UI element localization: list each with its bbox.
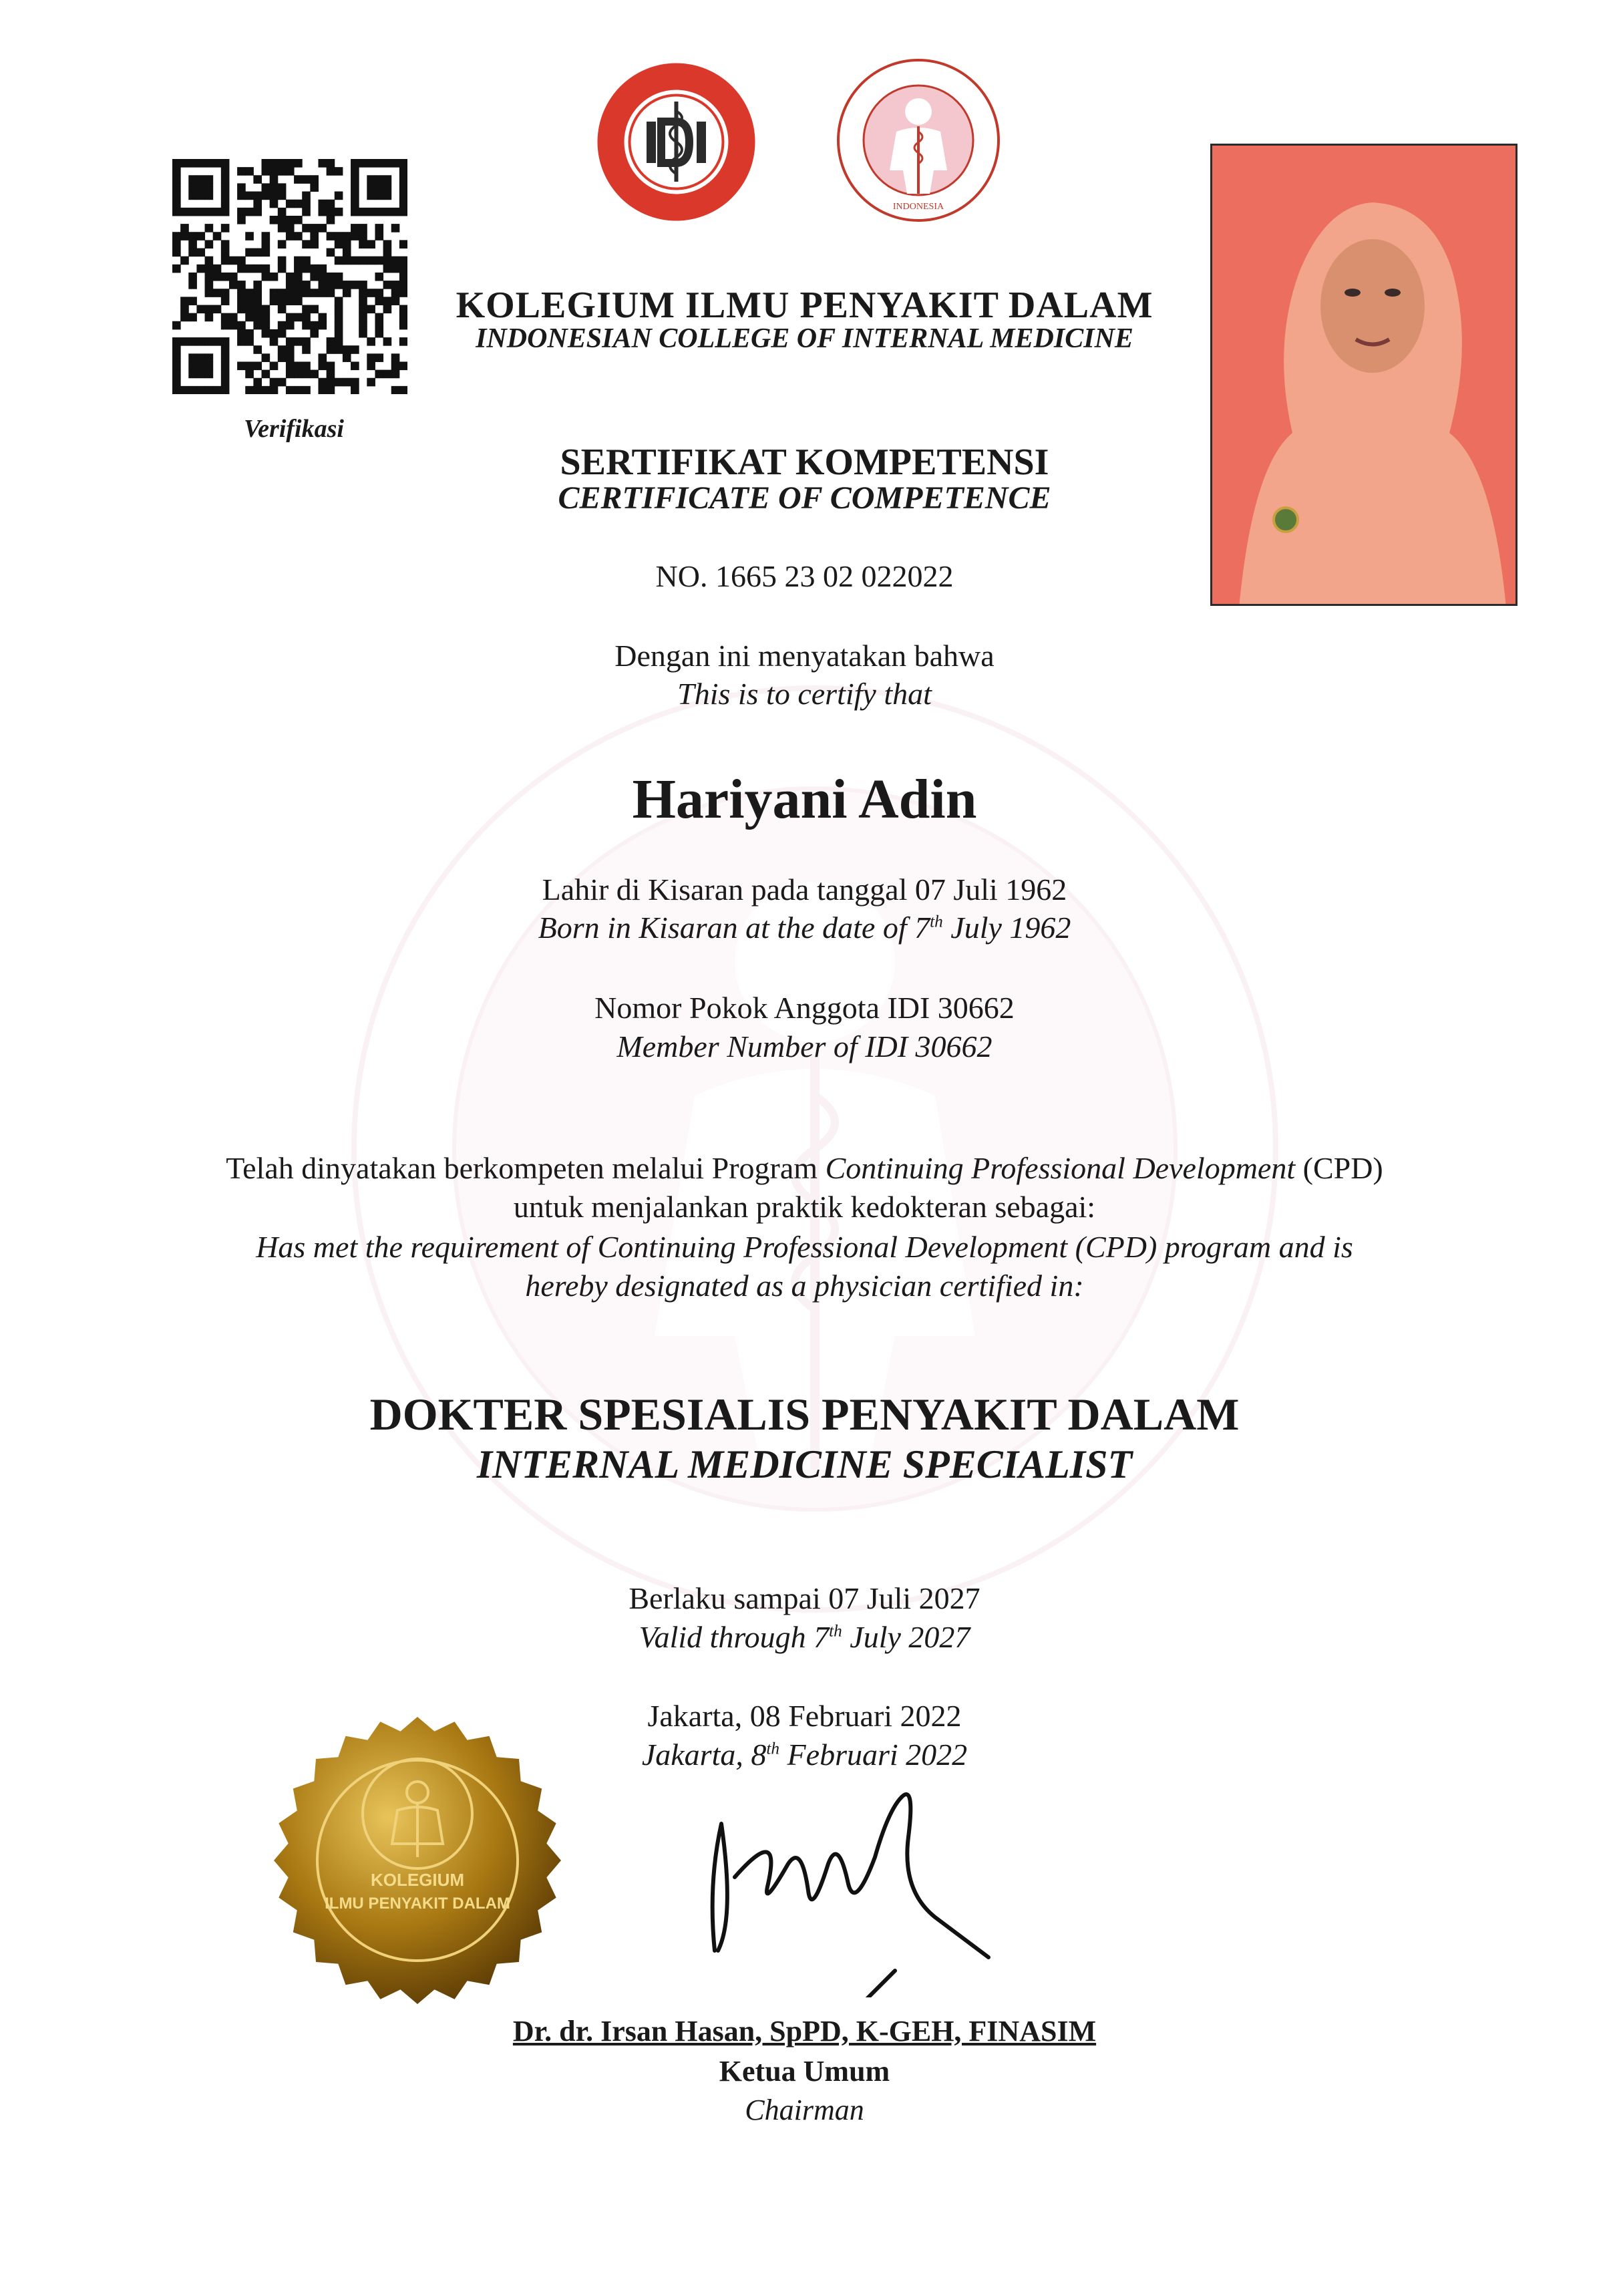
statement-line-1: Telah dinyatakan berkompeten melalui Program Continuing Professional Development (CPD)	[226, 1151, 1383, 1185]
verification-qr-code[interactable]	[172, 159, 407, 394]
declaration-line: Dengan ini menyatakan bahwa	[614, 639, 995, 673]
specialty-title: DOKTER SPESIALIS PENYAKIT DALAM	[369, 1389, 1240, 1440]
gold-seal	[271, 1713, 564, 2007]
place-date-line: Jakarta, 08 Februari 2022	[647, 1699, 962, 1733]
institution-name: KOLEGIUM ILMU PENYAKIT DALAM	[456, 285, 1153, 326]
validity-line: Berlaku sampai 07 Juli 2027	[629, 1581, 980, 1615]
birth-line: Lahir di Kisaran pada tanggal 07 Juli 1962	[542, 872, 1067, 907]
member-number-line: Nomor Pokok Anggota IDI 30662	[594, 991, 1015, 1025]
holder-photo	[1210, 144, 1517, 606]
certificate-number: NO. 1665 23 02 022022	[655, 559, 954, 593]
seal-line-1: KOLEGIUM	[370, 1870, 465, 1890]
certificate-title-english: CERTIFICATE OF COMPETENCE	[558, 480, 1051, 516]
handwritten-signature	[695, 1784, 1015, 1997]
seal-line-2: ILMU PENYAKIT DALAM	[325, 1895, 510, 1913]
declaration-line-english: This is to certify that	[677, 677, 932, 711]
signatory-role: Ketua Umum	[719, 2055, 890, 2088]
birth-line-english: Born in Kisaran at the date of 7th July 1962	[538, 911, 1071, 945]
institution-name-english: INDONESIAN COLLEGE OF INTERNAL MEDICINE	[476, 323, 1133, 354]
holder-name: Hariyani Adin	[632, 768, 977, 830]
signatory-name: Dr. dr. Irsan Hasan, SpPD, K-GEH, FINASIM	[512, 2015, 1097, 2047]
papdi-logo-bottom-text: INDONESIA	[892, 202, 944, 212]
papdi-logo	[835, 57, 1002, 224]
statement-line-3-english: Has met the requirement of Continuing Professional Development (CPD) program and is	[256, 1230, 1353, 1264]
member-number-line-english: Member Number of IDI 30662	[616, 1029, 993, 1063]
place-date-line-english: Jakarta, 8th Februari 2022	[641, 1738, 968, 1772]
statement-line-2: untuk menjalankan praktik kedokteran sebagai:	[513, 1190, 1096, 1224]
signatory-role-english: Chairman	[745, 2094, 864, 2126]
statement-line-4-english: hereby designated as a physician certified in:	[525, 1269, 1084, 1303]
verification-label: Verifikasi	[244, 415, 344, 443]
validity-line-english: Valid through 7th July 2027	[639, 1620, 970, 1654]
idi-logo	[594, 60, 758, 224]
certificate-title: SERTIFIKAT KOMPETENSI	[560, 442, 1049, 483]
specialty-title-english: INTERNAL MEDICINE SPECIALIST	[476, 1442, 1133, 1486]
